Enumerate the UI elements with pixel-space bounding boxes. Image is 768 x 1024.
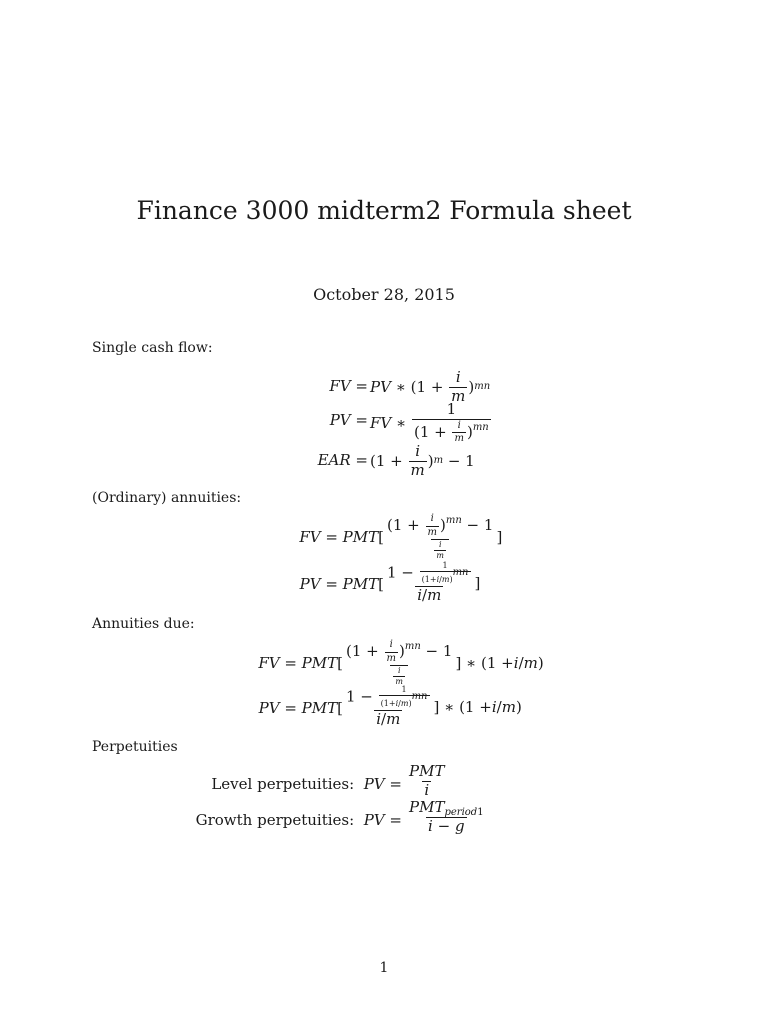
section-ordinary-annuities: (Ordinary) annuities: xyxy=(92,490,242,506)
equation-due-fv: FV = PMT[ (1 + $\frac{i}{m}$ )$^{mn}$ − 1 $\frac{i}{m}$ ] ∗ (1 + i / m ) xyxy=(258,639,544,687)
equation-single-fv: FV = PV ∗ (1 + $\frac{i}{m}$ ) mn xyxy=(329,368,491,405)
equation-single-pv: PV = FV ∗ 1 (1 + $\frac{i}{m}$ )$^{mn}$ xyxy=(329,400,489,445)
document-date: October 28, 2015 xyxy=(313,285,455,304)
growth-perpetuity-label: Growth perpetuities: xyxy=(195,811,355,829)
document-title: Finance 3000 midterm2 Formula sheet xyxy=(136,196,632,225)
equation-due-pv: PV = PMT[ 1 − $\frac{1}{(1+i/m)^{mn}}$ i/m ] ∗ (1 + i / m ) xyxy=(258,685,522,728)
section-single-cash-flow: Single cash flow: xyxy=(92,340,213,356)
section-annuities-due: Annuities due: xyxy=(92,616,195,632)
section-perpetuities: Perpetuities xyxy=(92,739,178,755)
equation-growth-perpetuity: Growth perpetuities: PV = $\frac{PMT_{period1}}{i - g}$ xyxy=(195,798,484,835)
level-perpetuity-label: Level perpetuities: xyxy=(211,775,355,793)
equation-level-perpetuity: Level perpetuities: PV = $\frac{\text{PMT}}{i}$ xyxy=(211,762,445,799)
equation-single-ear: EAR = (1 + $\frac{i}{m}$ ) m − 1 xyxy=(317,442,475,479)
page-number: 1 xyxy=(379,960,389,976)
equation-ordinary-pv: PV = PMT[ 1 − $\frac{1}{(1+i/m)^{mn}}$ i/m ] xyxy=(299,561,481,604)
equation-ordinary-fv: FV = PMT[ (1 + $\frac{i}{m}$ )$^{mn}$ − 1 $\frac{i}{m}$ ] xyxy=(299,513,503,561)
